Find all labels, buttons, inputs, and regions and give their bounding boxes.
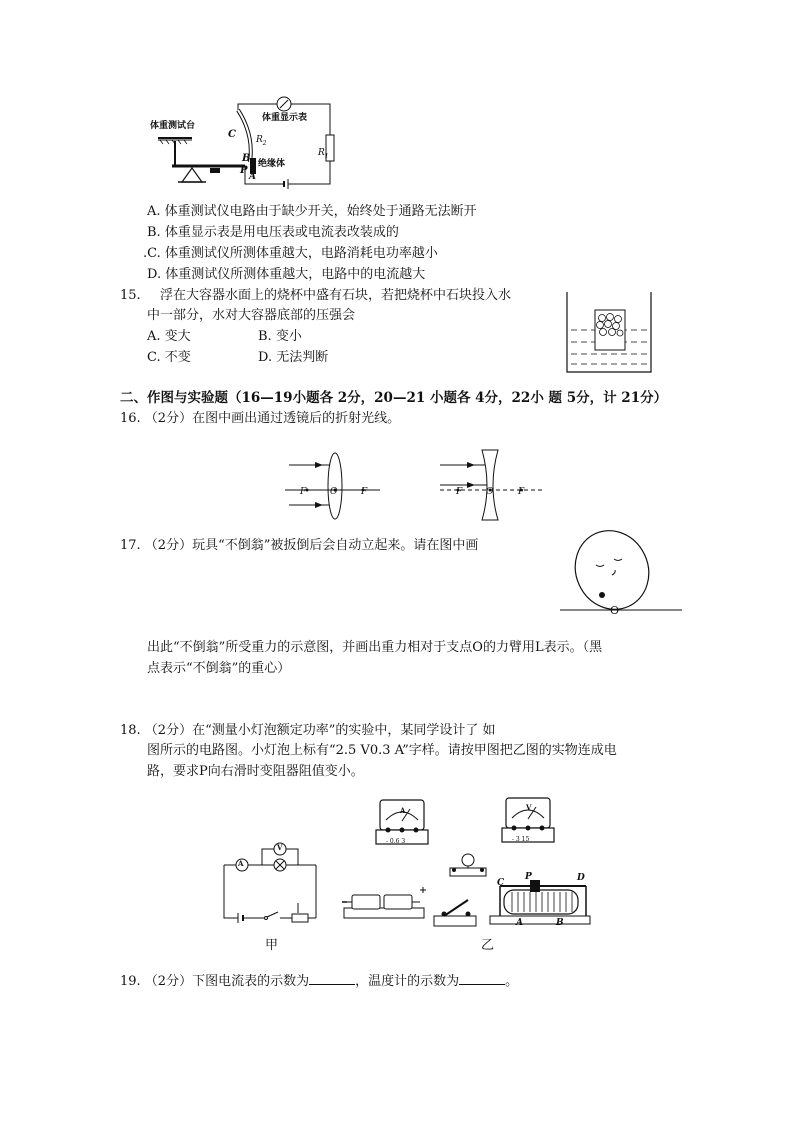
q14-option-d: D. 体重测试仪所测体重越大，电路中的电流越大 — [147, 267, 426, 282]
rheostat-label-a: A — [516, 918, 523, 928]
q19-blank-ammeter[interactable] — [309, 972, 355, 985]
label-c: C — [228, 129, 236, 140]
concave-label-f2: F — [518, 487, 525, 497]
label-jia: 甲 — [265, 938, 279, 953]
label-p: P — [240, 165, 248, 176]
physical-components-yi — [340, 790, 600, 935]
q14-option-c: .C. 体重测试仪所测体重越大，电路消耗电功率越小 — [143, 246, 438, 261]
label-r2: $R_2$ — [256, 135, 267, 147]
q16-text: 16. （2分）在图中画出通过透镜后的折射光线。 — [120, 411, 401, 426]
concave-label-o: O — [486, 487, 494, 497]
container-figure — [565, 292, 655, 374]
label-b: B — [242, 153, 251, 164]
concave-label-f1: F — [456, 487, 463, 497]
rheostat-label-p: P — [525, 872, 532, 882]
platform-label: 体重测试台 — [150, 121, 196, 131]
q15-option-c: C. 不变 — [147, 350, 191, 365]
rheostat-label-d: D — [577, 873, 585, 883]
q15-option-a: A. 变大 — [147, 329, 191, 344]
convex-label-f1: F — [300, 487, 307, 497]
q19-blank-thermometer[interactable] — [459, 972, 505, 985]
section2-heading: 二、作图与实验题（16—19小题各 2分，20—21 小题各 4分，22小 题 5分，计 21分） — [120, 390, 668, 406]
q19-text: 19. （2分）下图电流表的示数为 ，温度计的示数为 。 — [120, 974, 519, 989]
label-a: A — [249, 172, 256, 182]
q15-option-b: B. 变小 — [258, 329, 302, 344]
voltmeter-scale: - 3 15 — [512, 836, 530, 843]
diagram-voltmeter-symbol: V — [277, 843, 283, 852]
rheostat-label-b: B — [556, 918, 564, 928]
q14-option-a: A. 体重测试仪电路由于缺少开关，始终处于通路无法断开 — [147, 204, 477, 219]
lens-figure — [285, 448, 545, 518]
label-r1: $R_1$ — [318, 148, 329, 160]
q14-option-b: B. 体重显示表是用电压表或电流表改装成的 — [147, 225, 399, 240]
tumbler-figure — [560, 525, 685, 620]
insulator-label: 绝缘体 — [258, 159, 286, 169]
voltmeter-symbol: V — [526, 803, 532, 812]
q15-stem-line2: 中一部分，水对大容器底部的压强会 — [147, 308, 356, 323]
convex-label-o: O — [330, 487, 338, 497]
diagram-ammeter-symbol: A — [238, 859, 244, 868]
q18-line3: 路，要求P向右滑时变阻器阻值变小。 — [147, 764, 364, 779]
q15-stem-line1: 浮在大容器水面上的烧杯中盛有石块，若把烧杯中石块投入水 — [160, 288, 512, 303]
convex-label-f2: F — [361, 487, 368, 497]
ammeter-symbol: A — [400, 806, 406, 815]
q17-line2: 出此“不倒翁”所受重力的示意图，并画出重力相对于支点O的力臂用L表示。（黑 — [147, 640, 603, 655]
ammeter-scale: - 0.6 3 — [386, 838, 406, 845]
q18-line1: 18. （2分）在“测量小灯泡额定功率”的实验中，某同学设计了 如 — [120, 723, 496, 738]
label-yi: 乙 — [481, 938, 495, 953]
q15-number: 15. — [120, 288, 141, 303]
q17-line1: 17. （2分）玩具“不倒翁”被扳倒后会自动立起来。请在图中画 — [120, 538, 479, 553]
circuit-diagram-jia — [218, 843, 323, 923]
q15-option-d: D. 无法判断 — [258, 350, 329, 365]
rheostat-label-c: C — [497, 878, 505, 888]
tumbler-label-o: O — [610, 604, 620, 617]
q18-line2: 图所示的电路图。小灯泡上标有“2.5 V0.3 A”字样。请按甲图把乙图的实物连成电 — [147, 743, 617, 758]
q17-line3: 点表示“不倒翁”的重心） — [147, 661, 291, 676]
meter-label: 体重显示表 — [262, 113, 308, 123]
